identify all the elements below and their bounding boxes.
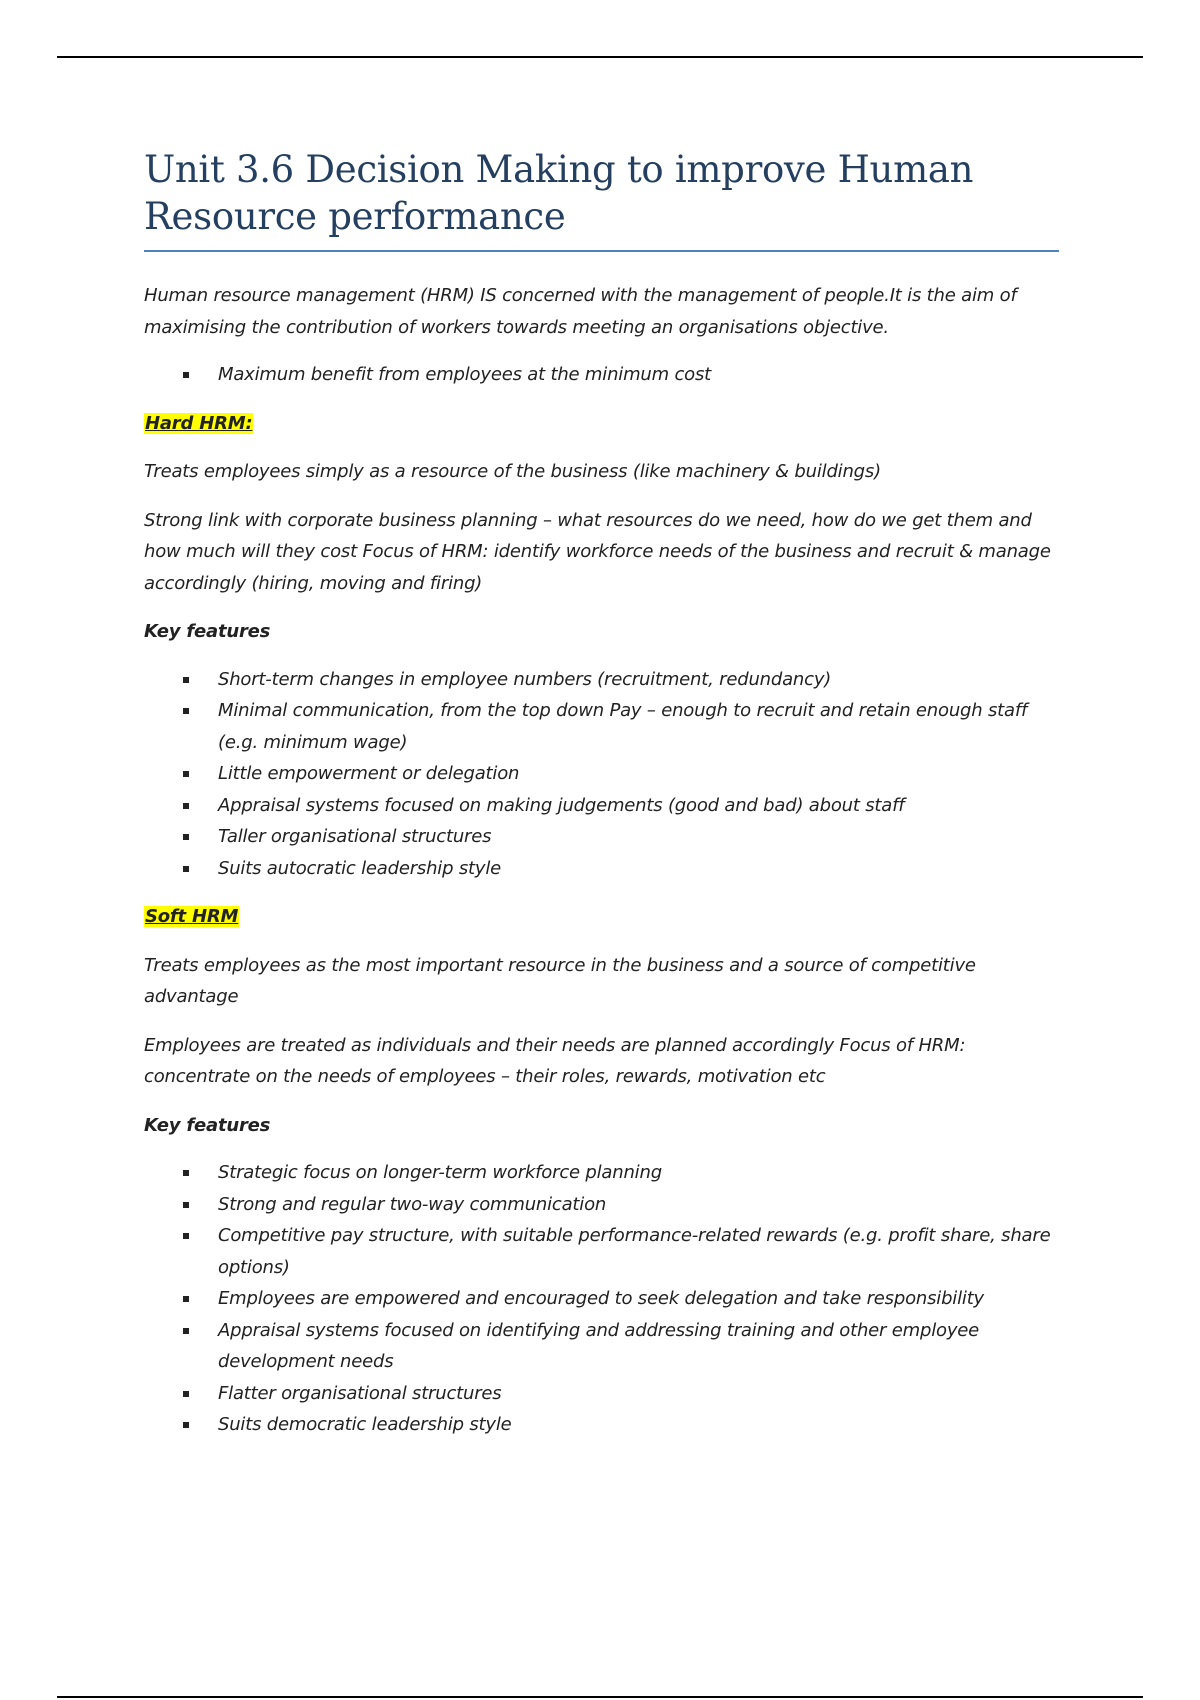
list-item: Appraisal systems focused on identifying and addressing training and other employee development needs — [218, 1315, 1059, 1378]
hard-hrm-paragraph-1: Treats employees simply as a resource of the business (like machinery & buildings) — [144, 461, 881, 482]
page-title: Unit 3.6 Decision Making to improve Human Resource performance — [144, 148, 974, 238]
hard-hrm-heading-text: Hard HRM: — [145, 412, 253, 434]
list-item: Suits democratic leadership style — [218, 1409, 1059, 1441]
soft-hrm-key-features-label: Key features — [144, 1114, 271, 1136]
list-item: Suits autocratic leadership style — [218, 853, 1059, 885]
list-item: Strategic focus on longer-term workforce planning — [218, 1157, 1059, 1189]
list-item: Little empowerment or delegation — [218, 758, 1059, 790]
footer-rule — [57, 1696, 1143, 1698]
hard-hrm-heading — [144, 408, 1059, 440]
hard-hrm-key-features-label: Key features — [144, 621, 271, 642]
list-item: Employees are empowered and encouraged to seek delegation and take responsibility — [218, 1283, 1059, 1315]
soft-hrm-paragraph-2: Employees are treated as individuals and their needs are planned accordingly Focus of HRM: concentrate on the needs of employees – their roles, rewards, motivation etc — [144, 1034, 966, 1087]
list-item: Minimal communication, from the top down Pay – enough to recruit and retain enough staff (e.g. minimum wage) — [218, 695, 1059, 758]
hard-hrm-features-list — [144, 664, 1059, 885]
header-rule — [57, 56, 1143, 58]
soft-hrm-heading-text: Soft HRM — [145, 906, 239, 927]
list-item: Flatter organisational structures — [218, 1378, 1059, 1410]
intro-bullet-list — [144, 359, 1059, 391]
soft-hrm-paragraph-1: Treats employees as the most important resource in the business and a source of competitive advantage — [144, 954, 976, 1007]
list-item: Competitive pay structure, with suitable performance-related rewards (e.g. profit share, share options) — [218, 1220, 1059, 1283]
hard-hrm-paragraph-2: Strong link with corporate business planning – what resources do we need, how do we get them and how much will they cost Focus of HRM: identify workforce needs of the business and recruit & manage accordingly (hiring, moving and firing) — [144, 509, 1051, 594]
soft-hrm-features-list — [144, 1157, 1059, 1441]
soft-hrm-heading — [144, 901, 1059, 933]
list-item: Appraisal systems focused on making judgements (good and bad) about staff — [218, 790, 1059, 822]
title-underline — [144, 250, 1059, 252]
list-item: Taller organisational structures — [218, 821, 1059, 853]
list-item: Maximum benefit from employees at the minimum cost — [218, 359, 1059, 391]
document-page — [144, 146, 1059, 1441]
intro-paragraph: Human resource management (HRM) IS concerned with the management of people.It is the aim of maximising the contribution of workers towards meeting an organisations objective. — [144, 285, 1017, 338]
list-item: Short-term changes in employee numbers (recruitment, redundancy) — [218, 664, 1059, 696]
list-item: Strong and regular two-way communication — [218, 1189, 1059, 1221]
